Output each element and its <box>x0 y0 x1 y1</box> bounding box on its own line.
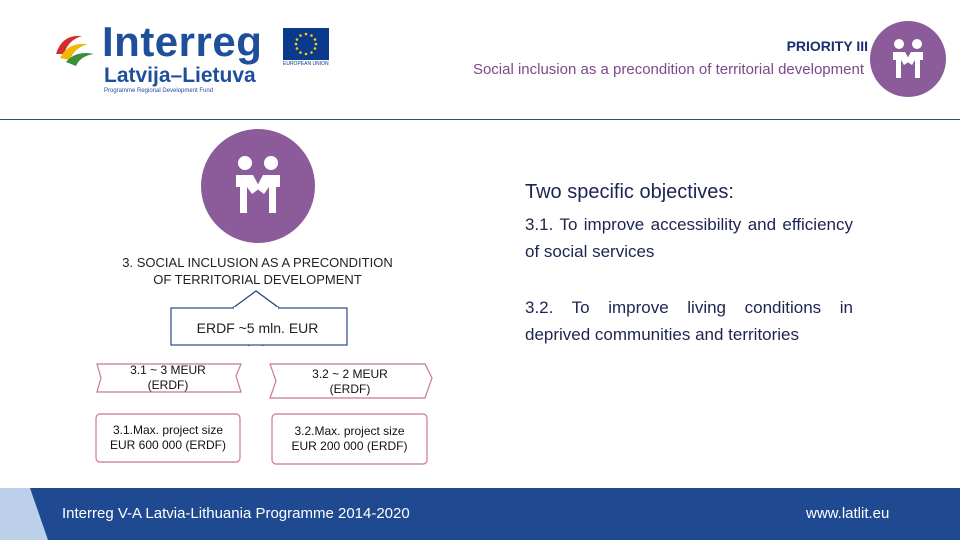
logo-subtitle: Latvija–Lietuva <box>104 64 256 87</box>
priority-title: PRIORITY III <box>786 38 868 54</box>
footer-programme: Interreg V-A Latvia-Lithuania Programme 2014-2020 <box>62 505 410 522</box>
priority-subtitle: Social inclusion as a precondition of territorial development <box>472 61 864 78</box>
priority-heading-line1: 3. SOCIAL INCLUSION AS A PRECONDITION <box>122 255 393 270</box>
objective-3-2 <box>525 294 853 348</box>
logo-wordmark: Interreg <box>102 18 263 65</box>
objective-number: 3.2. <box>525 298 554 317</box>
priority-heading-line2: OF TERRITORIAL DEVELOPMENT <box>153 272 362 287</box>
funding-box-3-2: 3.2 ~ 2 MEUR (ERDF) <box>312 367 388 396</box>
objective-text: To improve living conditions in deprived communities and territories <box>525 298 853 344</box>
eu-label: EUROPEAN UNION <box>283 61 329 67</box>
erdf-total: ERDF ~5 mln. EUR <box>196 320 319 336</box>
objective-text: To improve accessibility and efficiency of social services <box>525 215 853 261</box>
objective-3-1 <box>525 211 853 265</box>
objectives-title: Two specific objectives: <box>525 181 734 203</box>
max-project-box-3-2: 3.2.Max. project size EUR 200 000 (ERDF) <box>291 424 408 453</box>
footer-tab-shape <box>0 488 48 540</box>
objective-number: 3.1. <box>525 215 554 234</box>
footer-website-link[interactable]: www.latlit.eu <box>806 505 890 522</box>
max-project-box-3-1: 3.1.Max. project size EUR 600 000 (ERDF) <box>109 423 227 452</box>
funding-box-3-1: 3.1 ~ 3 MEUR (ERDF) <box>130 363 206 392</box>
logo-tagline: Programme Regional Development Fund <box>104 88 214 94</box>
